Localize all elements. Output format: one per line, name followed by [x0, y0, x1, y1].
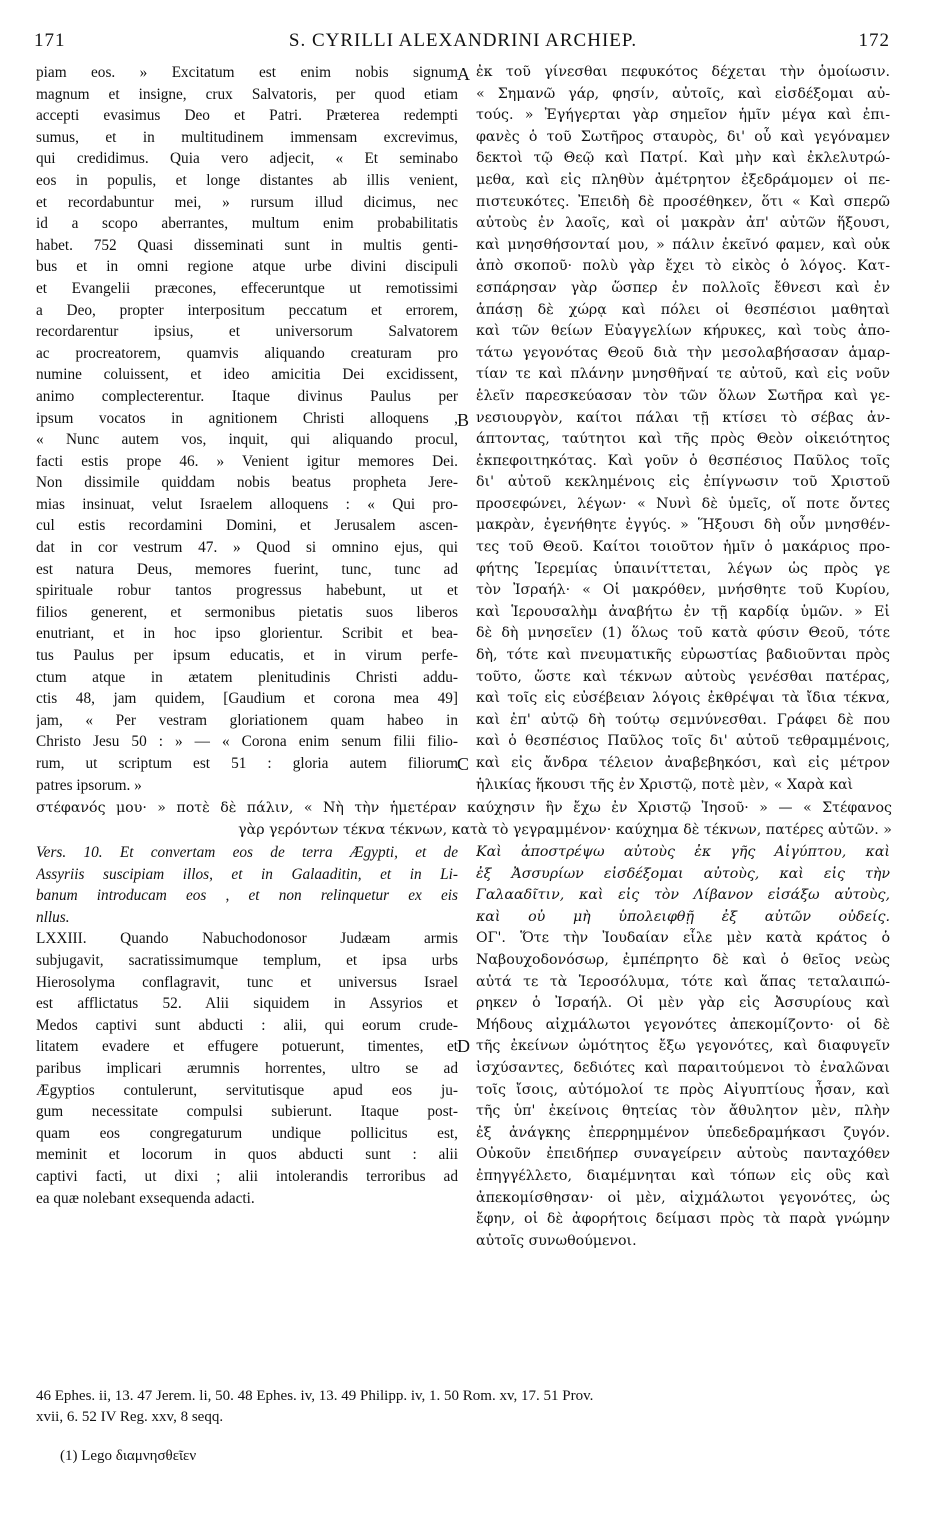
text-line: τῆς ὑπ' ἐκείνοις θητείας τὸν ἄθυλητον μὲν, πλὴν	[476, 1103, 890, 1120]
text-line: ἁπάσῃ δὲ χώρᾳ καὶ πόλει οἱ θεσπέσιοι μαθηταὶ	[476, 301, 890, 318]
text-line: τίαν τε καὶ πλάνην μνησθῆναί τε αὐτοῦ, καὶ εἰς νοῦν	[476, 366, 890, 383]
text-line: facti estis prope 46. » Venient igitur memores Dei.	[36, 452, 458, 470]
note-line: 46 Ephes. ii, 13. 47 Jerem. li, 50. 48 Ephes. iv, 13. 49 Philipp. iv, 1. 50 Rom. xv, 17. 51 Prov.	[36, 1388, 594, 1404]
text-line: τάτω γεγονότας Θεοῦ διὰ τὴν μεσολαβήσασαν ἁμαρ-	[476, 344, 890, 361]
text-line: τὸν Ἰσραήλ· « Οἱ μακρόθεν, μνήσθητε τοῦ Κυρίου,	[476, 582, 890, 599]
text-line: sumus, et in multitudinem immensam excrevimus,	[36, 128, 458, 146]
text-line: ctum atque in ætatem plenitudinis Christi addu-	[36, 668, 458, 686]
text-line: τες τοῦ Θεοῦ. Καίτοι τοιοῦτον ἡμῖν ὁ μακάριος προ-	[476, 539, 890, 556]
text-line: jam, « Per vestram gloriationem quam habeo in	[36, 711, 458, 729]
text-line: Γαλααδῖτιν, καὶ εἰς τὸν Λίβανον εἰσάξω αὐτοὺς,	[476, 887, 890, 904]
text-line: προσεφώνει, λέγων· « Νυνὶ δὲ ὑμεῖς, οἵ ποτε ὄντες	[476, 495, 890, 512]
text-line: tus Paulus per ipsum educatis, et in virum perfe-	[36, 647, 458, 665]
text-line: καὶ μνησθήσονταί μου, » πάλιν ἐκεῖνό φαμεν, καὶ οὐκ	[476, 236, 890, 253]
text-line: ἔφην, οἱ δὲ ἀφορήτοις δείμασι πρὸς τὰ παρὰ γνώμην	[476, 1211, 890, 1228]
text-line: καὶ οὐ μὴ ὑπολειφθῇ ἐξ αὐτῶν οὐδείς.	[476, 908, 890, 925]
text-line: filios generent, et sermonibus pietatis suos liberos	[36, 603, 458, 621]
footnote: (1) Lego διαμνησθεῖεν	[60, 1448, 197, 1464]
greek-column-bottom	[476, 842, 890, 1252]
text-line: δι' αὐτοῦ κεκλημένοις εἰς ἐπίγνωσιν τοῦ Χριστοῦ	[476, 474, 890, 491]
text-line: numine coluissent, et ideo amicitia Dei excidissent,	[36, 366, 458, 384]
text-line: cul estis recordamini Domini, et Jerusalem ascen-	[36, 517, 458, 535]
text-line: captivi facti, ut dixi ; alii intolerandis terroribus ad	[36, 1167, 458, 1185]
text-line: ἰσχύσαντες, δεδιότες καὶ παραιτούμενοι τὸ ἐναλῶναι	[476, 1059, 890, 1076]
text-line: καὶ τοῖς εἰς εὐσέβειαν λόγοις ἐκθρέψαι τὰ ἴδια τέκνα,	[476, 690, 890, 707]
text-line: ἐπηγγέλλετο, διαμέμνηται καὶ τόπων εἰς οὓς καὶ	[476, 1167, 890, 1184]
text-line: ctis 48, jam quidem, [Gaudium et corona mea 49]	[36, 690, 458, 708]
text-line: ἀπεκομίσθησαν· οἱ μὲν, αἰχμάλωτοι γεγονότες, ὡς	[476, 1189, 890, 1206]
text-line: Οὐκοῦν ἐπειδήπερ συναγείρειν αὐτοὺς πανταχόθεν	[476, 1146, 890, 1163]
latin-column-bottom	[36, 842, 458, 1209]
text-line: ἐξ Ἀσσυρίων εἰσδέξομαι αὐτοὺς, καὶ εἰς τὴν	[476, 865, 890, 882]
text-line: enutriant, et in hoc ipso glorientur. Scribit et bea-	[36, 625, 458, 643]
text-line: Ναβουχοδονόσωρ, ἐμπέπρητο δὲ καὶ ὁ θεῖος νεὼς	[476, 951, 890, 968]
text-line: ἡλικίας ἥκουσι τῆς ἐν Χριστῷ, ποτὲ μὲν, « Χαρὰ καὶ	[476, 776, 854, 793]
text-line: εσπάρησαν γὰρ ὥσπερ ἐν πολλοῖς ἔθνεσι καὶ ἐν	[476, 279, 890, 296]
text-line: est afflictatus 52. Alii siquidem in Assyrios et	[36, 995, 458, 1013]
text-line: meminit et locorum in quos abducti sunt : alii	[36, 1146, 458, 1164]
text-line: subjugavit, sacratissimumque templum, et ipsa urbs	[36, 951, 458, 969]
text-line: gum necessitate compulsi subierunt. Itaque post-	[36, 1103, 458, 1121]
text-line: αὐτά τε τὰ Ἱεροσόλυμα, τότε καὶ ἅπας τεταλαιπώ-	[476, 973, 890, 990]
text-line: ea quæ nolebant exsequenda adacti.	[36, 1189, 255, 1207]
margin-letter-b: B	[457, 410, 470, 430]
text-line: δὲ δὴ μνησεῖεν (1) ὅλως τοῦ κατὰ φύσιν Θεοῦ, τότε	[476, 625, 890, 642]
text-line: ipsum vocatos in agnitionem Christi alloquens ,	[36, 409, 458, 427]
text-line: animo complecterentur. Itaque divinus Paulus per	[36, 387, 458, 405]
text-line: Ægyptios contulerunt, servitutisque apud eos ju-	[36, 1081, 458, 1099]
text-line: ἀπὸ σκοποῦ· πολὺ γὰρ ἔχει τὸ εἰκὸς ὁ λόγος. Κατ-	[476, 258, 890, 275]
text-line: et Evangelii præcones, effeceruntque ut remotissimi	[36, 279, 458, 297]
text-line: dat in cor vestrum 47. » Quod si omnino ejus, qui	[36, 539, 458, 557]
text-line: « Σημανῶ γάρ, φησίν, αὐτοῖς, καὶ εἰσδέξομαι αὐ-	[476, 85, 890, 102]
text-line: μεθα, καὶ εἰς πληθὺν ἀμέτρητον ἐξεδράμομεν οἱ πε-	[476, 171, 890, 188]
text-line: LXXIII. Quando Nabuchodonosor Judæam armis	[36, 930, 458, 948]
text-line: quam eos congregaturum undique pollicitus est,	[36, 1124, 458, 1142]
text-line: καὶ τῶν θείων Εὐαγγελίων κήρυκες, καὶ τοὺς ἀπο-	[476, 323, 890, 340]
page-number-right: 172	[858, 30, 890, 51]
text-line: litatem evadere et effugere potuerunt, timentes, et	[36, 1038, 458, 1056]
text-line: γὰρ γερόντων τέκνα τέκνων, κατὰ τὸ γεγραμμένον· καύχημα δὲ τέκνων, πατέρες αὐτῶν. »	[238, 821, 892, 838]
text-line: Non dissimile quiddam nobis beatus propheta Jere-	[36, 474, 458, 492]
text-line: Μήδους αἰχμάλωτοι γεγονότες ἀπεκομίζοντο· οἱ δὲ	[476, 1016, 890, 1033]
latin-column-top	[36, 62, 458, 796]
greek-column-top	[476, 62, 890, 796]
text-line: φήτης Ἱερεμίας ὑπαινίττεται, λέγων ὡς πρὸς γε	[476, 560, 890, 577]
text-line: eos in populis, et longe distantes ab illis venient,	[36, 171, 458, 189]
text-line: accepti evasimus Deo et Patri. Præterea redempti	[36, 107, 458, 125]
text-line: ἐκ τοῦ γίνεσθαι πεφυκότος δέχεται τὴν ὁμοίωσιν.	[476, 64, 890, 80]
text-line: τοῦτο, ὥστε καὶ τέκνων αὐτοὺς γενέσθαι πατέρας,	[476, 668, 890, 685]
text-line: τῆς ἐκείνων ὠμότητος ἔξω γεγονότες, καὶ διαφυγεῖν	[476, 1038, 890, 1055]
margin-letter-d: D	[457, 1036, 470, 1056]
text-line: recordarentur ipsius, et universorum Salvatorem	[36, 323, 458, 341]
text-line: rum, ut scriptum est 51 : gloria autem filiorum	[36, 755, 458, 772]
text-line: Medos captivi sunt abducti : alii, qui eorum crude-	[36, 1016, 458, 1034]
text-line: Assyriis suscipiam illos, et in Galaaditin, et in Li-	[36, 865, 458, 883]
text-line: ac procreatorem, quamvis aliquando creaturam pro	[36, 344, 458, 362]
scripture-notes	[36, 1386, 892, 1428]
text-line: τούς. » Ἐγήγερται γὰρ σημεῖον ἡμῖν μέγα καὶ ἐπι-	[476, 107, 890, 124]
text-line: spirituale robur tantos progressus habebunt, ut et	[36, 582, 458, 600]
text-line: Hierosolyma conflagravit, tunc et universus Israel	[36, 973, 458, 991]
text-line: Καὶ ἀποστρέψω αὐτοὺς ἐκ γῆς Αἰγύπτου, καὶ	[476, 844, 890, 860]
page-number-left: 171	[34, 30, 66, 51]
text-line: banum introducam eos , et non relinquetur ex eis	[36, 887, 458, 905]
text-line: καὶ εἰς ἄνδρα τέλειον ἀναβεβηκόσι, καὶ εἰς μέτρον	[476, 755, 890, 771]
text-line: paribus implicari ærumnis horrentes, ultro se ad	[36, 1059, 458, 1077]
text-line: habet. 752 Quasi disseminati sunt in multis genti-	[36, 236, 458, 254]
text-line: est natura Deus, memores fuerint, tunc, tunc ad	[36, 560, 458, 578]
text-line: αὐτοῖς συνωθούμενοι.	[476, 1232, 637, 1249]
text-line: et recordabuntur mei, » rursum illud dicimus, nec	[36, 193, 458, 211]
note-line: xvii, 6. 52 IV Reg. xxv, 8 seqq.	[36, 1409, 224, 1425]
text-line: τοῖς ἴσοις, αὐτόμολοί τε πρὸς Αἰγυπτίους ἦσαν, καὶ	[476, 1081, 890, 1098]
greek-full-width-lines	[36, 798, 892, 841]
text-line: « Nunc autem vos, inquit, qui aliquando procul,	[36, 431, 458, 449]
text-line: καὶ Ἱερουσαλὴμ ἀναβήτω ἐν τῇ καρδίᾳ ὑμῶν. » Εἰ	[476, 603, 890, 620]
text-line: patres ipsorum. »	[36, 776, 142, 794]
text-line: mias insinuat, velut Israelem alloquens : « Qui pro-	[36, 495, 458, 513]
running-header	[30, 30, 896, 58]
text-line: id a scopo aberrantes, multum enim probabilitatis	[36, 215, 458, 233]
text-line: καὶ ἐπ' αὐτῷ δὴ τούτῳ σεμνύνεσθαι. Γράφει δὲ που	[476, 711, 890, 728]
margin-letter-c: C	[457, 754, 470, 774]
text-line: δεκτοὶ τῷ Θεῷ καὶ Πατρί. Καὶ μὴν καὶ ἐκλελυτρώ-	[476, 150, 890, 167]
text-line: ΟΓ'. Ὅτε τὴν Ἰουδαίαν εἷλε μὲν κατὰ κράτος ὁ	[476, 930, 890, 947]
text-line: qui credidimus. Quia vero adjecit, « Et seminabo	[36, 150, 458, 168]
text-line: Christo Jesu 50 : » — « Corona enim senum filii filio-	[36, 733, 458, 751]
text-line: magnum et insigne, crux Salvatoris, per quod etiam	[36, 85, 458, 103]
text-line: αὐτοὺς ἐν λαοῖς, καὶ οἱ μακρὰν ἀπ' αὐτῶν ἥξουσι,	[476, 215, 890, 232]
text-line: άπτοντας, ταύτητοι καὶ τῆς πρὸς Θεὸν οἰκειότητος	[476, 431, 890, 448]
text-line: νεσιουργὸν, καίτοι πάλαι τῇ κτίσει τὸ σέβας ἀν-	[476, 409, 890, 426]
text-line: piam eos. » Excitatum est enim nobis signum	[36, 64, 458, 81]
margin-letter-a: A	[457, 64, 470, 84]
text-line: a Deo, propter interpositum peccatum et errorem,	[36, 301, 458, 319]
text-line: ἑλεῖν παρεσκεύασαν τὸν τῶν ὅλων Σωτῆρα καὶ γε-	[476, 387, 890, 404]
running-title: S. CYRILLI ALEXANDRINI ARCHIEP.	[288, 30, 638, 51]
text-line: ἐκπεφοιτηκότας. Καὶ γοῦν ὁ θεσπέσιος Παῦλος τοῖς	[476, 452, 890, 469]
text-line: μακρὰν, ἐγενήθητε ἐγγύς. » Ἥξουσι δὴ οὖν μνησθέν-	[476, 517, 890, 534]
text-line: δὴ, τότε καὶ πνευματικῆς εὐρωστίας βαδιοῦνται πρὸς	[476, 647, 890, 664]
text-line: ἐξ ἀνάγκης ἐπερρημμένον ὑπεδεδραμήκασι ζυγόν.	[476, 1124, 890, 1141]
text-line: nllus.	[36, 908, 70, 926]
text-line: bus et in omni regione atque urbe divini discipuli	[36, 258, 458, 276]
text-line: Vers. 10. Et convertam eos de terra Ægypti, et de	[36, 844, 458, 861]
text-line: πιστευκότες. Ἐπειδὴ δὲ προσέθηκεν, ὅτι « Καὶ σπερῶ	[476, 193, 890, 210]
text-line: φανὲς ὁ τοῦ Σωτῆρος σταυρὸς, δι' οὗ καὶ γεγόναμεν	[476, 128, 890, 145]
text-line: στέφανός μου· » ποτὲ δὲ πάλιν, « Νὴ τὴν ἡμετέραν καύχησιν ἣν ἔχω ἐν Χριστῷ Ἰησοῦ· » — « Στέφανος	[36, 800, 892, 816]
text-line: ρηκεν ὁ Ἰσραήλ. Οἱ μὲν γὰρ εἰς Ἀσσυρίους καὶ	[476, 995, 890, 1012]
text-line: καὶ ὁ θεσπέσιος Παῦλος τοῖς δι' αὐτοῦ τεθραμμένοις,	[476, 733, 890, 750]
